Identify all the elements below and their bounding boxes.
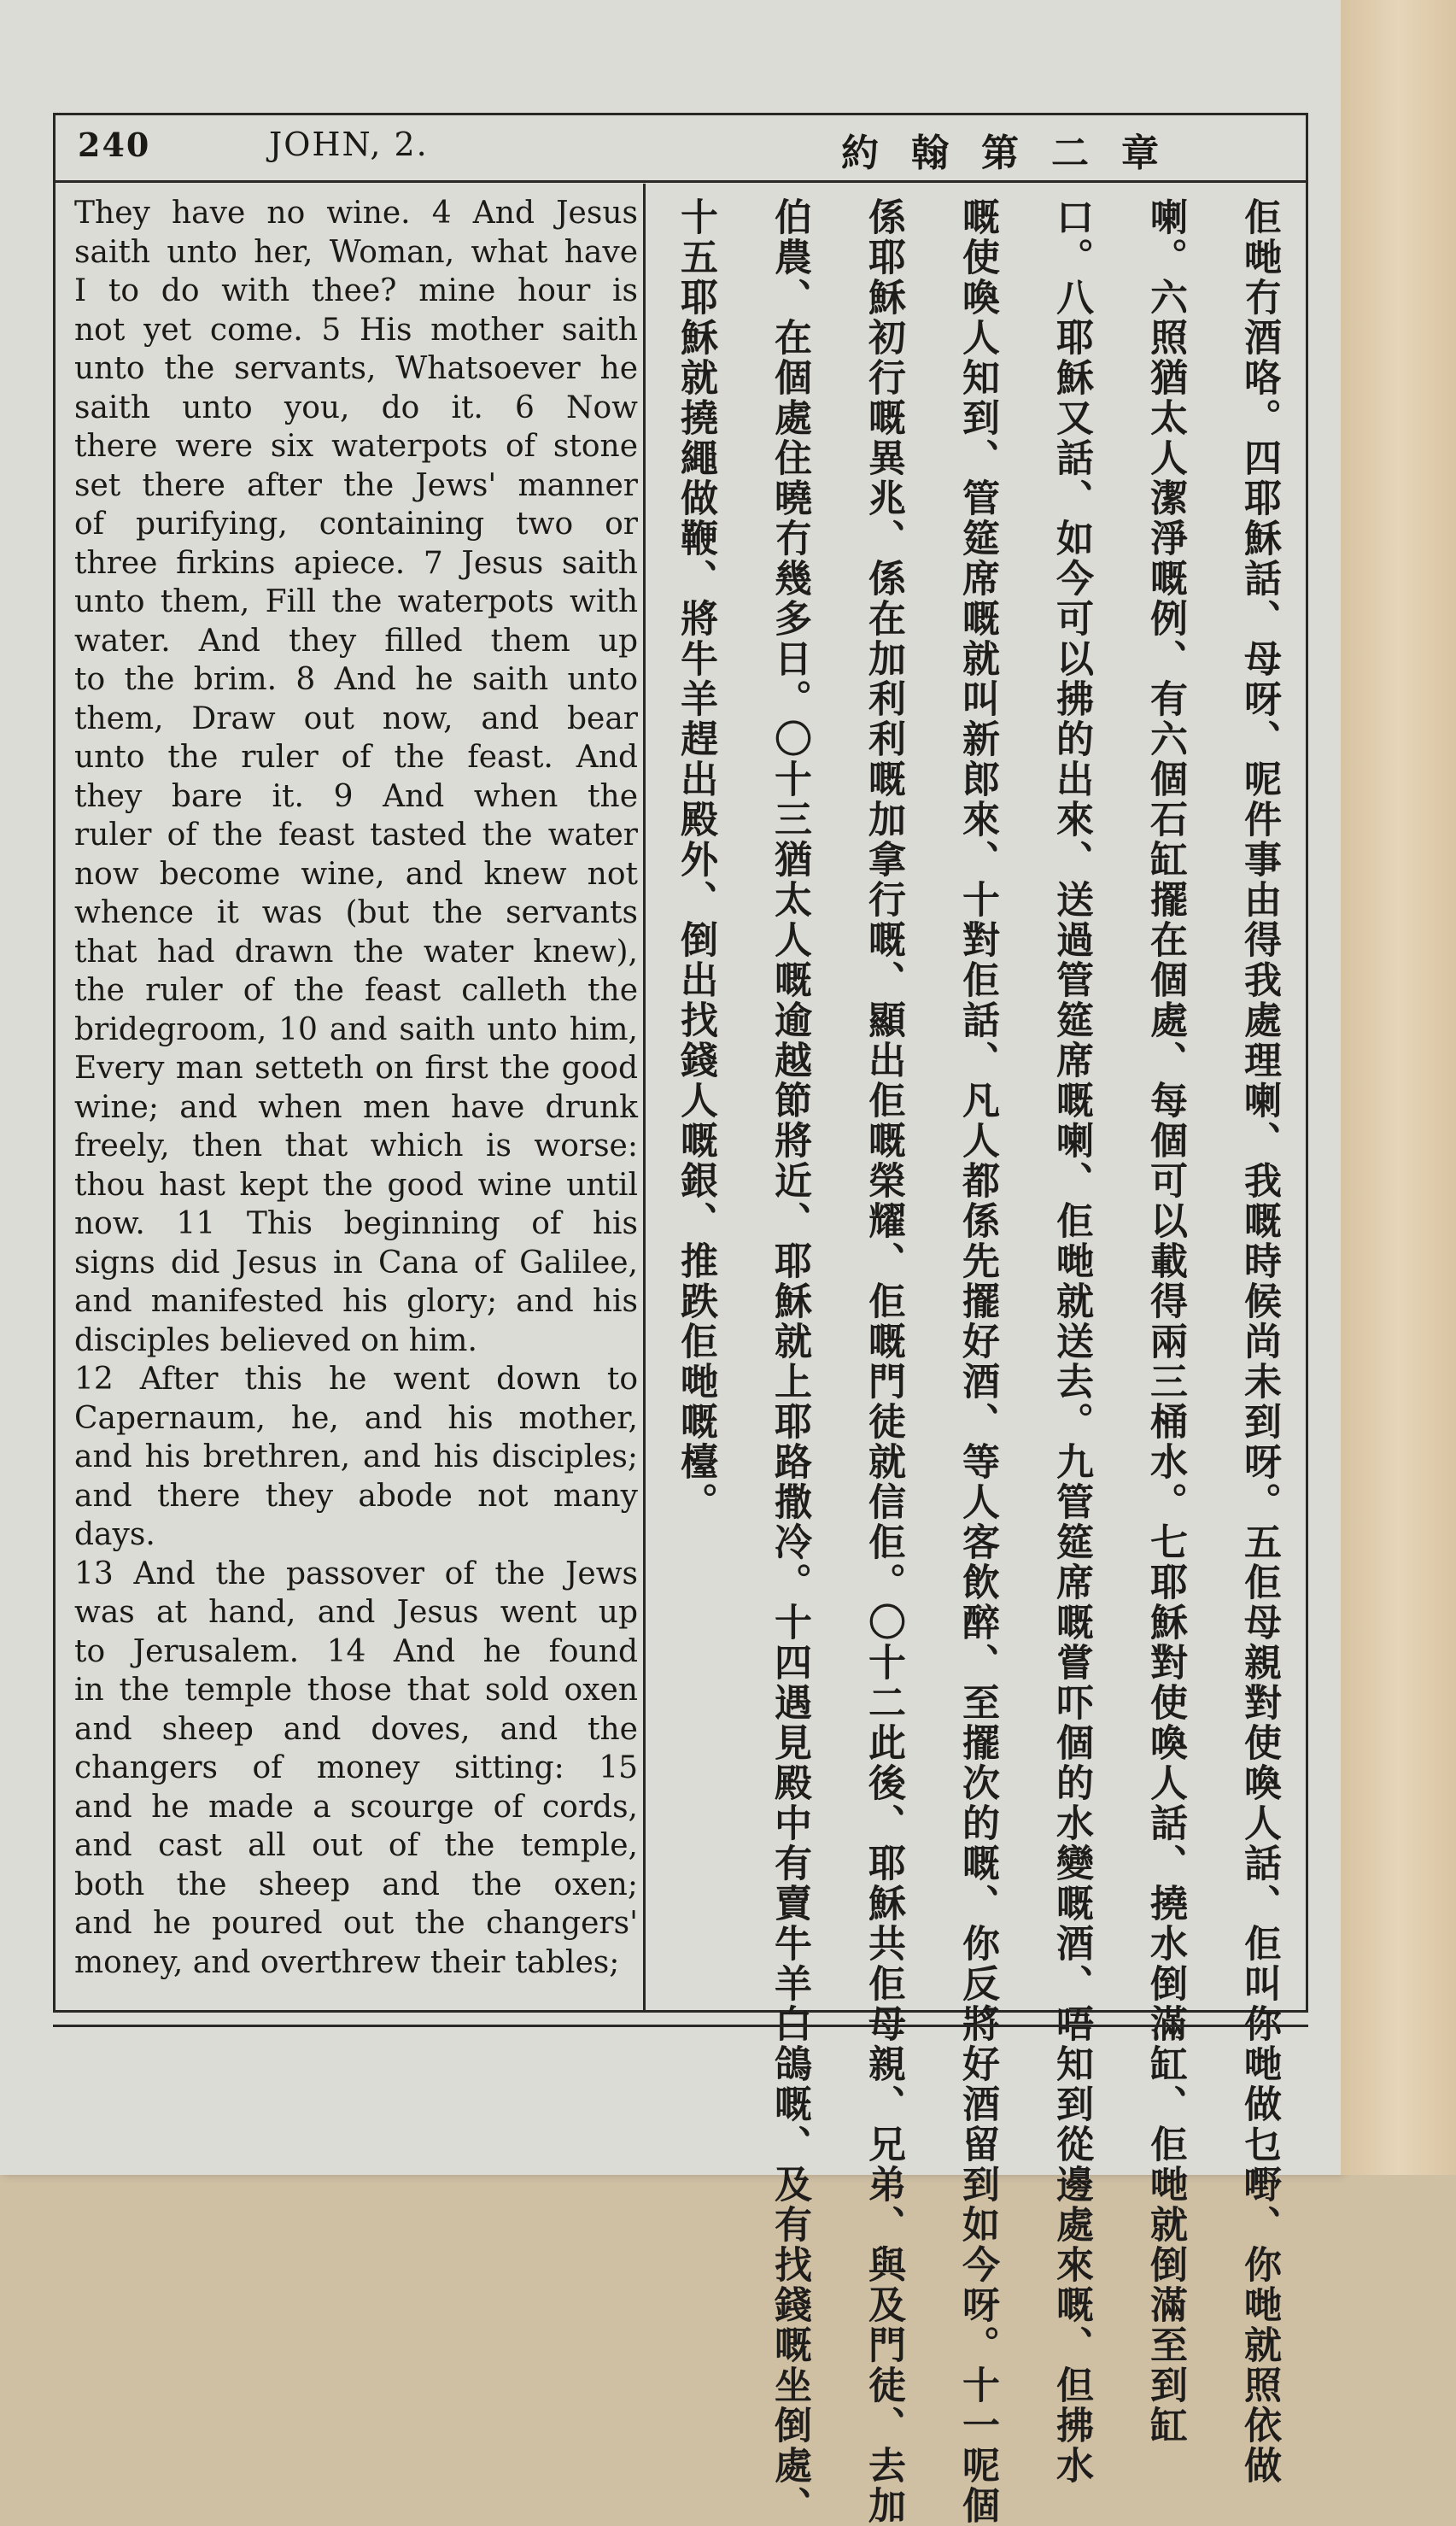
english-line: They have no wine. 4 And Jesus [74,196,638,231]
chinese-text-column: 口。八耶穌又話、如今可以拂的出來、送過管筵席嘅喇、佢哋就送去。九管筵席嘅嘗吓個的水變嘅酒、唔知到從邊處來嘅、但拂水 [1050,197,1093,2486]
chinese-text-column: 十五耶穌就撓繩做鞭、將牛羊趕出殿外、倒出找錢人嘅銀、推跌佢哋嘅檯。 [674,197,717,1522]
chinese-text-column: 嘅使喚人知到、管筵席嘅就叫新郎來、十對佢話、凡人都係先擺好酒、等人客飲醉、至擺次的嘅、你反將好酒留到如今呀。十一呢個 [956,197,999,2526]
english-line: and he poured out the changers' [74,1906,638,1941]
english-line: of purifying, containing two or [74,507,638,542]
english-line: 12 After this he went down to [74,1362,638,1397]
english-line: changers of money sitting: 15 [74,1750,638,1785]
running-head-chinese: 約翰第二章 [841,132,1191,175]
english-line: wine; and when men have drunk [74,1089,638,1125]
english-line: signs did Jesus in Cana of Galilee, [74,1245,638,1281]
english-line: set there after the Jews' manner [74,467,638,503]
english-line: now become wine, and knew not [74,856,638,892]
chinese-text-column: 伯農、在個處住曉冇幾多日。〇十三猶太人嘅逾越節將近、耶穌就上耶路撒冷。十四遇見殿中有賣牛羊白鴿嘅、及有找錢嘅坐倒處、 [768,197,811,2526]
bottom-rule [53,2025,1308,2027]
english-line: thou hast kept the good wine until [74,1167,638,1203]
english-line: they bare it. 9 And when the [74,778,638,814]
english-line: the ruler of the feast calleth the [74,973,638,1008]
english-line: in the temple those that sold oxen [74,1673,638,1708]
english-line: to the brim. 8 And he saith unto [74,662,638,697]
english-line: there were six waterpots of stone [74,429,638,464]
english-line: to Jerusalem. 14 And he found [74,1633,638,1669]
english-line: was at hand, and Jesus went up [74,1595,638,1630]
chinese-text-column: 係耶穌初行嘅異兆、係在加利利嘅加拿行嘅、顯出佢嘅榮耀、佢嘅門徒就信佢。〇十二此後、耶穌共佢母親、兄弟、與及門徒、去加 [862,197,905,2526]
chinese-text-column: 喇。六照猶太人潔淨嘅例、有六個石缸擺在個處、每個可以載得兩三桶水。七耶穌對使喚人話、撓水倒滿缸、佢哋就倒滿至到缸 [1143,197,1187,2446]
english-line: unto the ruler of the feast. And [74,740,638,775]
english-line: ruler of the feast tasted the water [74,818,638,853]
english-line: them, Draw out now, and bear [74,700,638,736]
page-edge [1341,0,1456,2175]
page-number: 240 [78,126,151,164]
english-line: three firkins apiece. 7 Jesus saith [74,545,638,581]
english-line: and his brethren, and his disciples; [74,1439,638,1474]
english-line: that had drawn the water knew), [74,934,638,970]
english-line: saith unto her, Woman, what have [74,234,638,270]
english-column [74,194,638,1982]
english-line: money, and overthrew their tables; [74,1944,620,1980]
english-line: Every man setteth on first the good [74,1051,638,1086]
english-line: whence it was (but the servants [74,895,638,930]
chinese-text-column: 佢哋冇酒咯。四耶穌話、母呀、呢件事由得我處理喇、我嘅時候尚未到呀。五佢母親對使喚人話、佢叫你哋做乜嘢、你哋就照依做 [1237,197,1281,2486]
running-head-english: JOHN, 2. [269,126,429,163]
english-line: Capernaum, he, and his mother, [74,1400,638,1436]
english-line: bridegroom, 10 and saith unto him, [74,1011,638,1047]
english-line: now. 11 This beginning of his [74,1206,638,1241]
text-frame [53,113,1308,2526]
column-divider [643,184,646,2010]
english-line: and he made a scourge of cords, [74,1789,638,1825]
english-line: unto them, Fill the waterpots with [74,584,638,619]
english-line: unto the servants, Whatsoever he [74,351,638,386]
english-line: and sheep and doves, and the [74,1711,638,1747]
english-line: freely, then that which is worse: [74,1128,638,1163]
english-line: and there they abode not many [74,1478,638,1514]
english-line: and cast all out of the temple, [74,1828,638,1863]
english-line: not yet come. 5 His mother saith [74,312,638,348]
chinese-column [665,197,1289,2526]
english-line: disciples believed on him. [74,1322,477,1358]
english-line: saith unto you, do it. 6 Now [74,390,638,425]
english-line: both the sheep and the oxen; [74,1867,638,1902]
english-line: water. And they filled them up [74,623,638,659]
english-line: I to do with thee? mine hour is [74,273,638,308]
english-line: days. [74,1517,155,1552]
header-rule [56,180,1306,183]
english-line: 13 And the passover of the Jews [74,1556,638,1591]
english-line: and manifested his glory; and his [74,1284,638,1319]
